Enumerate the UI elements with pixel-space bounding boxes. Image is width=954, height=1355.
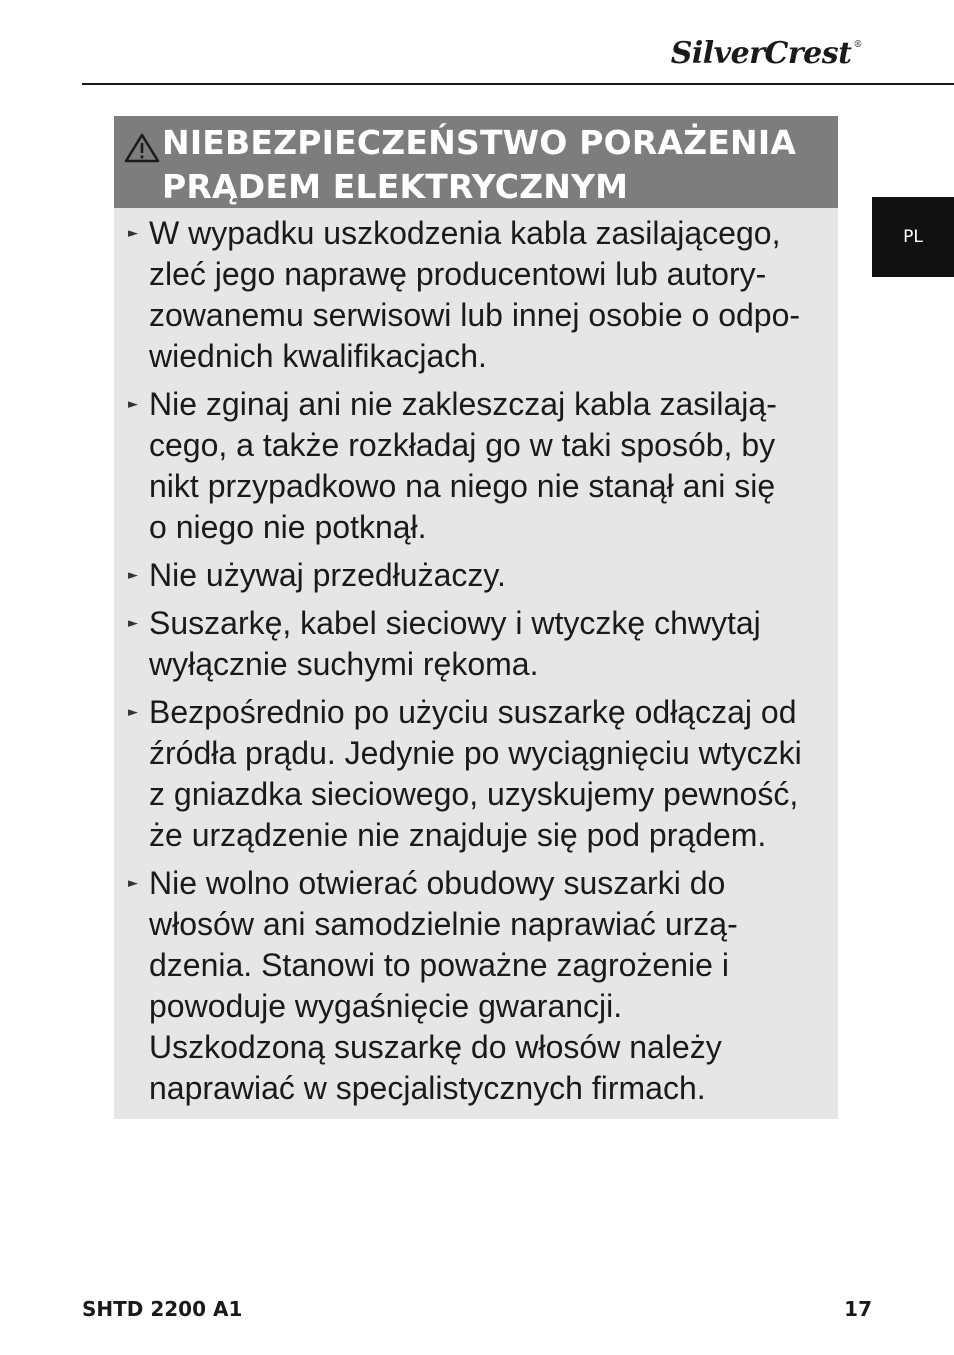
warning-box <box>114 116 838 1119</box>
list-item-text: Nie zginaj ani nie zakleszczaj kabla zasilają- cego, a także rozkładaj go w taki sposób, by nikt przypadkowo na niego nie stanął ani się o niego nie potknął. <box>149 386 777 545</box>
list-item <box>114 555 838 596</box>
footer-page-number: 17 <box>844 1297 872 1321</box>
list-item-text: Nie używaj przedłużaczy. <box>149 557 506 593</box>
list-item-text: W wypadku uszkodzenia kabla zasilającego, zleć jego naprawę producentowi lub autory- zowanemu serwisowi lub innej osobie o odpo- wiednich kwalifikacjach. <box>149 215 801 374</box>
list-item <box>114 384 838 548</box>
bullet-arrow-icon: ► <box>128 616 138 631</box>
warning-title <box>162 121 796 209</box>
warning-title-line-2: PRĄDEM ELEKTRYCZNYM <box>162 167 629 206</box>
language-tab-label: PL <box>903 227 923 247</box>
language-tab <box>872 197 954 277</box>
footer-model-number: SHTD 2200 A1 <box>82 1297 243 1321</box>
warning-title-line-1: NIEBEZPIECZEŃSTWO PORAŻENIA <box>162 123 797 162</box>
warning-list <box>114 213 838 1116</box>
warning-triangle-icon <box>124 133 160 163</box>
registered-mark: ® <box>853 40 862 50</box>
list-item <box>114 213 838 377</box>
list-item-text: Suszarkę, kabel sieciowy i wtyczkę chwytaj wyłącznie suchymi rękoma. <box>149 605 761 682</box>
list-item <box>114 603 838 685</box>
bullet-arrow-icon: ► <box>128 397 138 412</box>
bullet-arrow-icon: ► <box>128 226 138 241</box>
warning-header <box>114 116 838 208</box>
brand-name: SilverCrest <box>670 36 852 71</box>
brand-logo <box>671 36 862 71</box>
bullet-arrow-icon: ► <box>128 568 138 583</box>
bullet-arrow-icon: ► <box>128 705 138 720</box>
bullet-arrow-icon: ► <box>128 876 138 891</box>
list-item-text: Bezpośrednio po użyciu suszarkę odłączaj od źródła prądu. Jedynie po wyciągnięciu wtyczki z gniazdka sieciowego, uzyskujemy pewność, że urządzenie nie znajduje się pod prądem. <box>149 694 802 853</box>
header-divider <box>82 83 954 85</box>
list-item <box>114 692 838 856</box>
list-item <box>114 863 838 1109</box>
list-item-text: Nie wolno otwierać obudowy suszarki do włosów ani samodzielnie naprawiać urzą- dzenia. Stanowi to poważne zagrożenie i powoduje wygaśnięcie gwarancji. Uszkodzoną suszarkę do włosów należy naprawiać w specjalistycznych firmach. <box>149 865 738 1106</box>
